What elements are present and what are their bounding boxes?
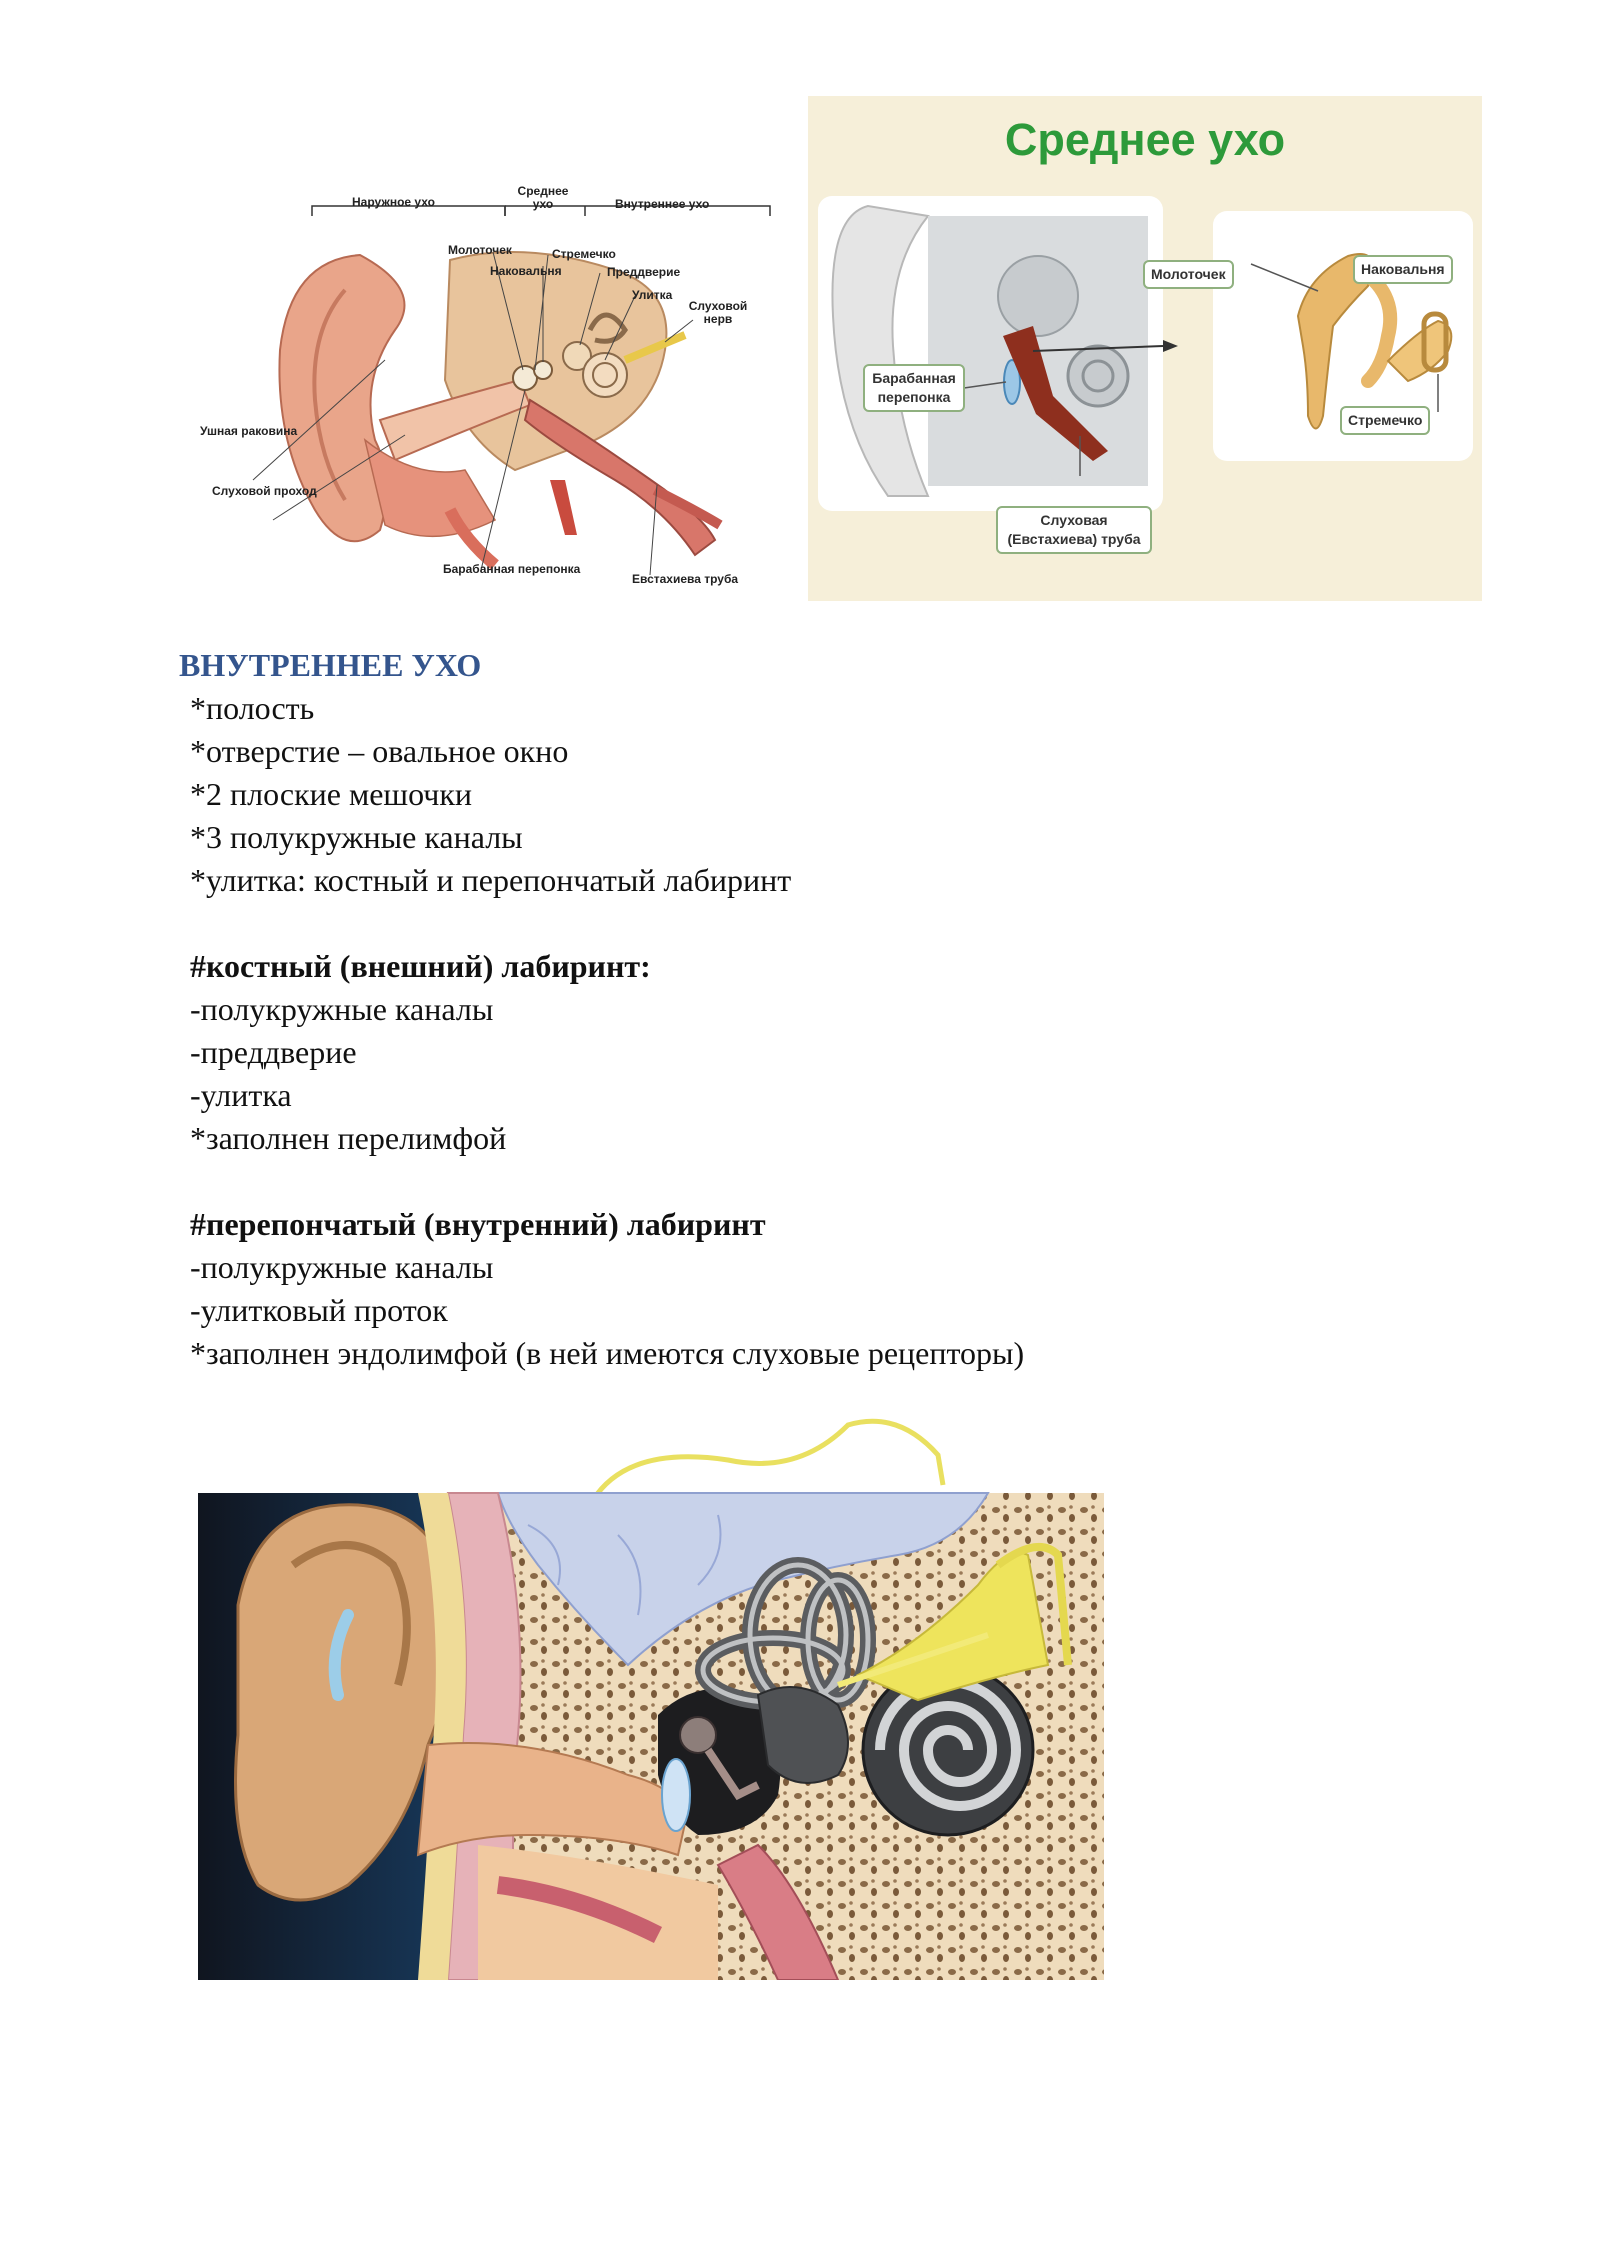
bony-labyrinth-title: #костный (внешний) лабиринт: bbox=[190, 948, 651, 984]
list-item: *заполнен эндолимфой (в ней имеются слуховые рецепторы) bbox=[190, 1335, 1025, 1371]
list-item: *отверстие – овальное окно bbox=[190, 733, 569, 769]
membranous-labyrinth-title: #перепончатый (внутренний) лабиринт bbox=[190, 1206, 766, 1242]
label-outer-ear: Наружное ухо bbox=[352, 195, 435, 209]
label-eustachian-tube: Слуховая (Евстахиева) труба bbox=[996, 506, 1152, 554]
label-middle-ear: Среднее ухо bbox=[517, 184, 569, 211]
list-item: *заполнен перелимфой bbox=[190, 1120, 507, 1156]
middle-ear-title: Среднее ухо bbox=[1004, 114, 1286, 165]
list-item: -преддверие bbox=[190, 1034, 357, 1070]
label-eustachian-tube: Евстахиева труба bbox=[632, 572, 739, 586]
label-cochlea: Улитка bbox=[632, 288, 673, 302]
inner-ear-illustration bbox=[198, 1415, 1104, 1980]
label-auricle: Ушная раковина bbox=[200, 424, 298, 438]
middle-ear-figure bbox=[808, 96, 1482, 601]
list-item: -полукружные каналы bbox=[190, 1249, 494, 1285]
ear-anatomy-figure bbox=[195, 180, 785, 595]
list-item: -улитковый проток bbox=[190, 1292, 448, 1328]
label-inner-ear: Внутреннее ухо bbox=[615, 197, 710, 211]
list-item: *2 плоские мешочки bbox=[190, 776, 472, 812]
label-malleus: Молоточек bbox=[1143, 260, 1234, 289]
label-stapes: Стремечко bbox=[1340, 406, 1430, 435]
label-stapes: Стремечко bbox=[552, 247, 616, 261]
label-eardrum: Барабанная перепонка bbox=[443, 562, 581, 576]
list-item: *полость bbox=[190, 690, 315, 726]
label-malleus: Молоточек bbox=[448, 243, 512, 257]
label-ear-canal: Слуховой проход bbox=[212, 484, 317, 498]
list-item: *3 полукружные каналы bbox=[190, 819, 523, 855]
list-item: *улитка: костный и перепончатый лабиринт bbox=[190, 862, 792, 898]
list-item: -улитка bbox=[190, 1077, 292, 1113]
label-auditory-nerve: Слуховой нерв bbox=[688, 299, 748, 326]
inner-ear-image bbox=[198, 1415, 1104, 1980]
section-heading: ВНУТРЕННЕЕ УХО bbox=[179, 647, 482, 683]
label-eardrum: Барабанная перепонка bbox=[863, 364, 965, 412]
label-incus: Наковальня bbox=[490, 264, 562, 278]
list-item: -полукружные каналы bbox=[190, 991, 494, 1027]
label-vestibule: Преддверие bbox=[607, 265, 681, 279]
label-incus: Наковальня bbox=[1353, 255, 1453, 284]
